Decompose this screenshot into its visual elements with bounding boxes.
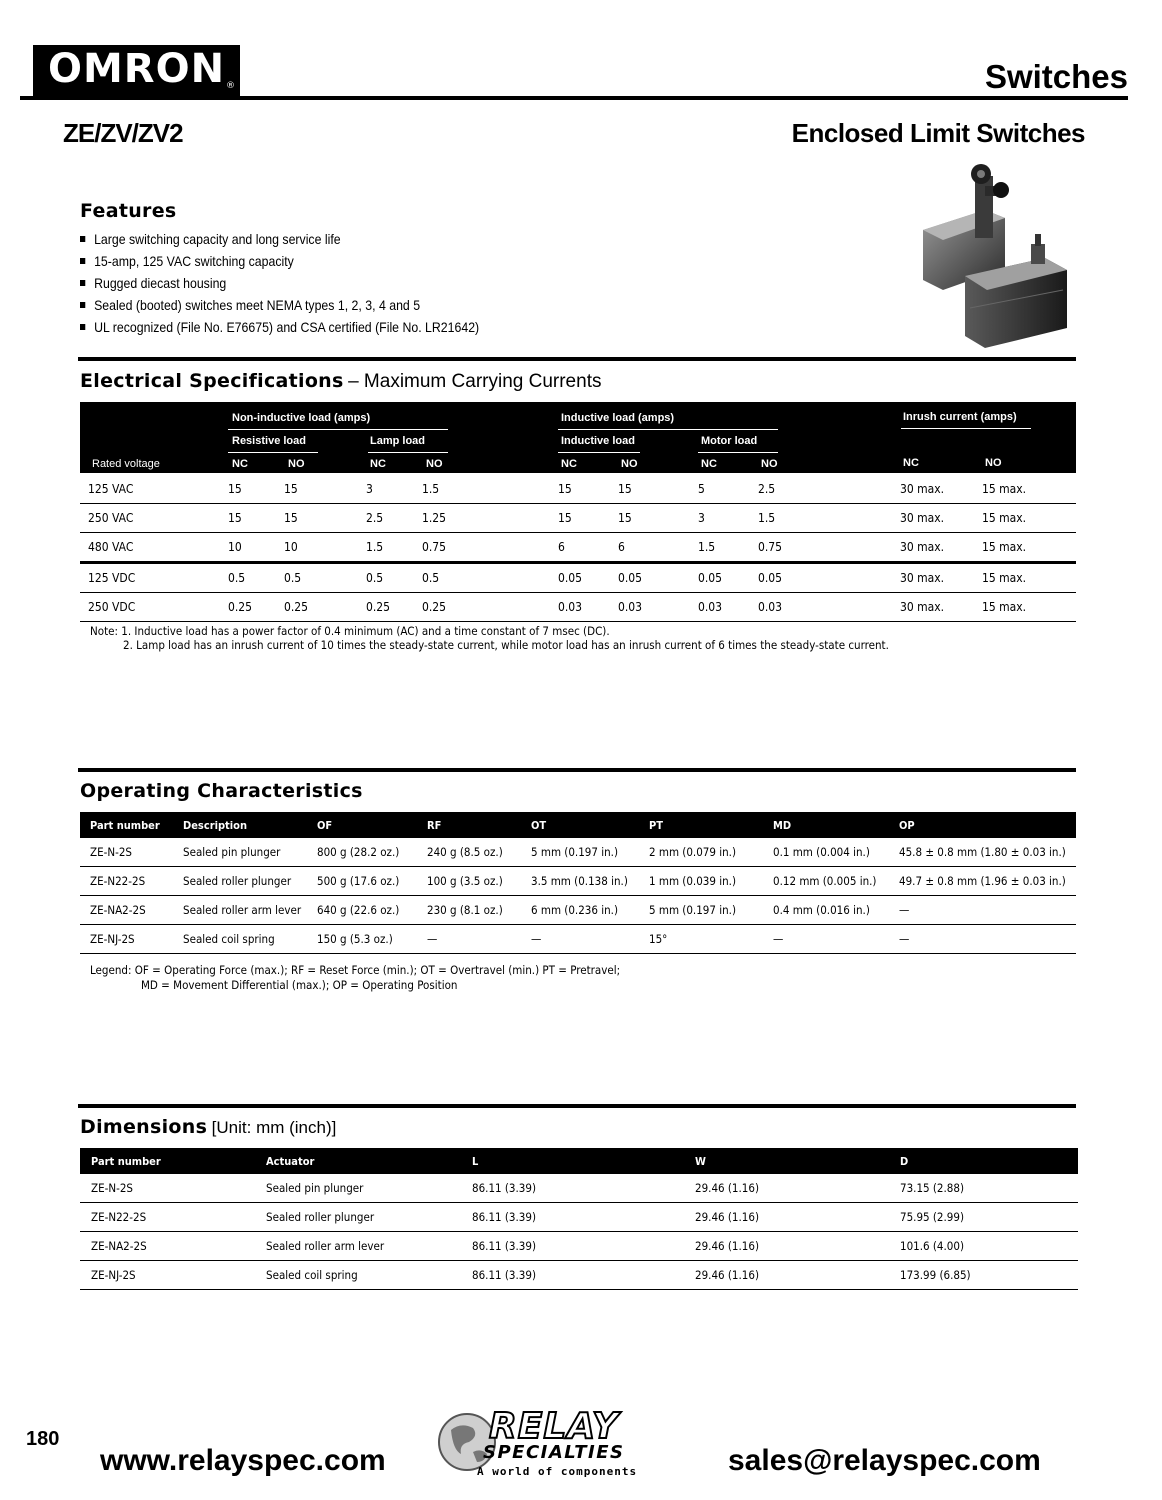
table-row <box>80 1261 1078 1290</box>
header-inductive: Inductive load (amps) <box>561 412 675 424</box>
electrical-subtitle: – Maximum Carrying Currents <box>348 371 602 392</box>
section-title: Switches <box>984 58 1128 95</box>
table-cell: 86.11 (3.39) <box>461 1261 684 1290</box>
table-cell: 640 g (22.6 oz.) <box>307 896 417 925</box>
dimensions-table <box>80 1148 1078 1290</box>
note-1: 1. Inductive load has a power factor of 0.4 minimum (AC) and a time constant of 7 msec (DC). <box>121 624 610 638</box>
table-cell: 1.5 <box>358 533 414 563</box>
section-rule <box>78 357 1076 361</box>
header-nc: NC <box>232 458 248 470</box>
table-cell: Sealed pin plunger <box>255 1174 461 1203</box>
note-label: Note: <box>90 624 118 638</box>
column-header: OP <box>889 812 1076 838</box>
table-cell: 0.5 <box>276 563 358 593</box>
page-number: 180 <box>26 1428 60 1450</box>
table-cell: 86.11 (3.39) <box>461 1174 684 1203</box>
operating-table-body <box>80 838 1076 954</box>
table-cell: 0.03 <box>550 593 610 622</box>
header-underline <box>558 429 778 430</box>
features-list <box>80 228 534 338</box>
table-cell: 0.03 <box>750 593 892 622</box>
table-cell: 800 g (28.2 oz.) <box>307 838 417 867</box>
dimensions-table-body <box>80 1174 1078 1290</box>
table-cell: 15 <box>550 504 610 533</box>
table-cell: 30 max. <box>892 533 974 563</box>
feature-item <box>80 272 479 294</box>
feature-text: UL recognized (File No. E76675) and CSA certified (File No. LR21642) <box>94 319 480 335</box>
column-header: D <box>889 1148 1078 1174</box>
header-motor: Motor load <box>701 435 758 447</box>
header-underline <box>698 452 778 453</box>
table-cell: 2.5 <box>750 475 892 504</box>
operating-header-row <box>80 812 1076 838</box>
electrical-notes <box>90 624 610 638</box>
table-cell: 15 <box>610 475 690 504</box>
table-cell: ZE-NA2-2S <box>80 1232 255 1261</box>
table-row <box>80 925 1076 954</box>
table-cell: Sealed roller arm lever <box>173 896 307 925</box>
section-rule <box>78 1104 1076 1108</box>
table-cell: 3 <box>690 504 750 533</box>
table-cell: 125 VAC <box>80 475 220 504</box>
bullet-icon <box>80 280 85 286</box>
registered-mark: ® <box>226 81 236 91</box>
product-code: ZE/ZV/ZV2 <box>63 118 183 148</box>
table-cell: 15 max. <box>974 475 1076 504</box>
feature-text: Sealed (booted) switches meet NEMA types 1, 2, 3, 4 and 5 <box>94 297 421 313</box>
header-underline <box>901 428 1031 429</box>
electrical-title: Electrical Specifications <box>80 370 344 392</box>
table-cell: 49.7 ± 0.8 mm (1.96 ± 0.03 in.) <box>889 867 1076 896</box>
website-link[interactable]: www.relayspec.com <box>100 1444 386 1477</box>
table-cell: 2.5 <box>358 504 414 533</box>
header-rated-voltage: Rated voltage <box>92 458 160 470</box>
operating-heading: Operating Characteristics <box>80 780 363 802</box>
table-cell: 250 VAC <box>80 504 220 533</box>
table-cell: Sealed coil spring <box>173 925 307 954</box>
table-cell: Sealed pin plunger <box>173 838 307 867</box>
column-header: W <box>684 1148 889 1174</box>
table-cell: 5 <box>690 475 750 504</box>
legend-line-2: MD = Movement Differential (max.); OP = Operating Position <box>141 978 458 992</box>
header-inrush: Inrush current (amps) <box>903 411 1017 423</box>
logo-specialties: SPECIALTIES <box>483 1442 625 1463</box>
table-cell: Sealed roller arm lever <box>255 1232 461 1261</box>
table-cell: ZE-N-2S <box>80 838 173 867</box>
table-cell: 0.05 <box>750 563 892 593</box>
feature-item <box>80 316 479 338</box>
logo-text: OMRON <box>47 46 226 92</box>
table-row <box>80 1232 1078 1261</box>
table-cell: 230 g (8.1 oz.) <box>417 896 521 925</box>
table-cell: 15 <box>220 475 276 504</box>
table-cell: ZE-NJ-2S <box>80 1261 255 1290</box>
electrical-table-body <box>80 475 1076 622</box>
header-rule <box>20 96 1128 100</box>
table-cell: 10 <box>276 533 358 563</box>
electrical-table <box>80 475 1076 622</box>
table-cell: 1.5 <box>414 475 550 504</box>
table-cell: Sealed coil spring <box>255 1261 461 1290</box>
table-cell: — <box>763 925 889 954</box>
table-row <box>80 533 1076 563</box>
table-cell: 173.99 (6.85) <box>889 1261 1078 1290</box>
table-cell: 30 max. <box>892 563 974 593</box>
table-cell: — <box>417 925 521 954</box>
table-row <box>80 593 1076 622</box>
table-cell: 5 mm (0.197 in.) <box>639 896 763 925</box>
logo-tagline: A world of components <box>477 1465 638 1478</box>
table-cell: — <box>889 896 1076 925</box>
table-cell: — <box>889 925 1076 954</box>
table-cell: 15 <box>276 475 358 504</box>
table-cell: 86.11 (3.39) <box>461 1232 684 1261</box>
table-cell: 75.95 (2.99) <box>889 1203 1078 1232</box>
header-noninductive: Non-inductive load (amps) <box>232 412 371 424</box>
table-cell: 0.03 <box>610 593 690 622</box>
header-no: NO <box>985 457 1002 469</box>
electrical-heading <box>80 370 601 393</box>
header-nc: NC <box>561 458 577 470</box>
feature-text: 15-amp, 125 VAC switching capacity <box>94 253 294 269</box>
header-nc: NC <box>701 458 717 470</box>
email-link[interactable]: sales@relayspec.com <box>728 1444 1041 1477</box>
column-header: Actuator <box>255 1148 461 1174</box>
table-cell: 0.12 mm (0.005 in.) <box>763 867 889 896</box>
header-no: NO <box>761 458 778 470</box>
table-cell: ZE-N22-2S <box>80 867 173 896</box>
column-header: Part number <box>80 812 173 838</box>
header-underline <box>368 452 448 453</box>
bullet-icon <box>80 302 85 308</box>
table-row <box>80 504 1076 533</box>
table-cell: 0.03 <box>690 593 750 622</box>
table-cell: 30 max. <box>892 475 974 504</box>
table-cell: 0.25 <box>358 593 414 622</box>
table-cell: 500 g (17.6 oz.) <box>307 867 417 896</box>
table-cell: 100 g (3.5 oz.) <box>417 867 521 896</box>
header-underline <box>558 452 640 453</box>
feature-item <box>80 250 479 272</box>
table-cell: 10 <box>220 533 276 563</box>
table-cell: 3 <box>358 475 414 504</box>
feature-text: Rugged diecast housing <box>94 275 227 291</box>
bullet-icon <box>80 236 85 242</box>
operating-legend <box>90 963 620 977</box>
column-header: OF <box>307 812 417 838</box>
table-cell: 480 VAC <box>80 533 220 563</box>
table-cell: 29.46 (1.16) <box>684 1203 889 1232</box>
bullet-icon <box>80 258 85 264</box>
table-cell: 15° <box>639 925 763 954</box>
table-row <box>80 838 1076 867</box>
table-cell: 15 <box>276 504 358 533</box>
table-cell: 0.1 mm (0.004 in.) <box>763 838 889 867</box>
table-row <box>80 475 1076 504</box>
features-heading: Features <box>80 200 177 222</box>
table-cell: 30 max. <box>892 593 974 622</box>
column-header: L <box>461 1148 684 1174</box>
legend-label: Legend: <box>90 963 132 977</box>
table-cell: 6 <box>550 533 610 563</box>
header-resistive: Resistive load <box>232 435 306 447</box>
feature-item <box>80 228 479 250</box>
table-cell: 5 mm (0.197 in.) <box>521 838 639 867</box>
header-nc: NC <box>370 458 386 470</box>
table-cell: 0.75 <box>750 533 892 563</box>
table-row <box>80 867 1076 896</box>
table-cell: 0.75 <box>414 533 550 563</box>
table-row <box>80 1203 1078 1232</box>
product-title: Enclosed Limit Switches <box>791 118 1085 148</box>
header-underline <box>228 452 318 453</box>
header-nc: NC <box>903 457 919 469</box>
table-cell: 0.25 <box>220 593 276 622</box>
operating-table <box>80 812 1076 954</box>
table-cell: 0.25 <box>414 593 550 622</box>
table-cell: 101.6 (4.00) <box>889 1232 1078 1261</box>
header-no: NO <box>621 458 638 470</box>
relay-specialties-logo <box>437 1400 677 1482</box>
table-cell: 15 <box>550 475 610 504</box>
bullet-icon <box>80 324 85 330</box>
section-rule <box>78 768 1076 772</box>
table-cell: 29.46 (1.16) <box>684 1261 889 1290</box>
dimensions-heading <box>80 1116 336 1138</box>
table-cell: 15 <box>610 504 690 533</box>
limit-switch-photo <box>915 158 1075 348</box>
table-cell: 1.5 <box>750 504 892 533</box>
table-cell: 0.25 <box>276 593 358 622</box>
logo-relay: RELAY <box>489 1406 620 1447</box>
table-cell: Sealed roller plunger <box>255 1203 461 1232</box>
feature-item <box>80 294 479 316</box>
column-header: PT <box>639 812 763 838</box>
feature-text: Large switching capacity and long service life <box>94 231 341 247</box>
table-cell: 150 g (5.3 oz.) <box>307 925 417 954</box>
table-row <box>80 1174 1078 1203</box>
table-cell: 30 max. <box>892 504 974 533</box>
table-cell: ZE-NJ-2S <box>80 925 173 954</box>
table-cell: 0.4 mm (0.016 in.) <box>763 896 889 925</box>
table-cell: 1 mm (0.039 in.) <box>639 867 763 896</box>
table-cell: 0.05 <box>550 563 610 593</box>
table-cell: 86.11 (3.39) <box>461 1203 684 1232</box>
table-cell: 15 max. <box>974 593 1076 622</box>
column-header: MD <box>763 812 889 838</box>
column-header: RF <box>417 812 521 838</box>
table-cell: 250 VDC <box>80 593 220 622</box>
table-cell: 6 mm (0.236 in.) <box>521 896 639 925</box>
table-cell: Sealed roller plunger <box>173 867 307 896</box>
dimensions-unit: [Unit: mm (inch)] <box>211 1118 337 1137</box>
table-cell: 29.46 (1.16) <box>684 1174 889 1203</box>
table-cell: — <box>521 925 639 954</box>
table-cell: 1.25 <box>414 504 550 533</box>
table-cell: 15 max. <box>974 533 1076 563</box>
column-header: Part number <box>80 1148 255 1174</box>
table-cell: 6 <box>610 533 690 563</box>
table-cell: ZE-N-2S <box>80 1174 255 1203</box>
table-cell: 0.5 <box>358 563 414 593</box>
table-cell: 2 mm (0.079 in.) <box>639 838 763 867</box>
table-cell: 29.46 (1.16) <box>684 1232 889 1261</box>
header-underline <box>228 429 448 430</box>
legend-line-1: OF = Operating Force (max.); RF = Reset Force (min.); OT = Overtravel (min.) PT = Pretravel; <box>134 963 621 977</box>
table-cell: 0.05 <box>690 563 750 593</box>
table-cell: 240 g (8.5 oz.) <box>417 838 521 867</box>
table-cell: 125 VDC <box>80 563 220 593</box>
header-no: NO <box>288 458 305 470</box>
table-cell: ZE-NA2-2S <box>80 896 173 925</box>
table-cell: 73.15 (2.88) <box>889 1174 1078 1203</box>
column-header: Description <box>173 812 307 838</box>
column-header: OT <box>521 812 639 838</box>
table-cell: 0.05 <box>610 563 690 593</box>
table-cell: ZE-N22-2S <box>80 1203 255 1232</box>
table-cell: 0.5 <box>220 563 276 593</box>
table-cell: 45.8 ± 0.8 mm (1.80 ± 0.03 in.) <box>889 838 1076 867</box>
header-no: NO <box>426 458 443 470</box>
table-cell: 1.5 <box>690 533 750 563</box>
dimensions-title: Dimensions <box>80 1116 208 1138</box>
note-2: 2. Lamp load has an inrush current of 10 times the steady-state current, while motor load has an inrush current of 6 times the steady-state current. <box>123 638 889 652</box>
table-cell: 3.5 mm (0.138 in.) <box>521 867 639 896</box>
table-cell: 15 max. <box>974 563 1076 593</box>
table-row <box>80 563 1076 593</box>
electrical-table-header <box>80 402 1076 473</box>
table-cell: 15 max. <box>974 504 1076 533</box>
omron-logo <box>33 45 240 97</box>
header-inductive-load: Inductive load <box>561 435 635 447</box>
table-cell: 15 <box>220 504 276 533</box>
header-lamp: Lamp load <box>370 435 426 447</box>
dimensions-header-row <box>80 1148 1078 1174</box>
table-row <box>80 896 1076 925</box>
table-cell: 0.5 <box>414 563 550 593</box>
